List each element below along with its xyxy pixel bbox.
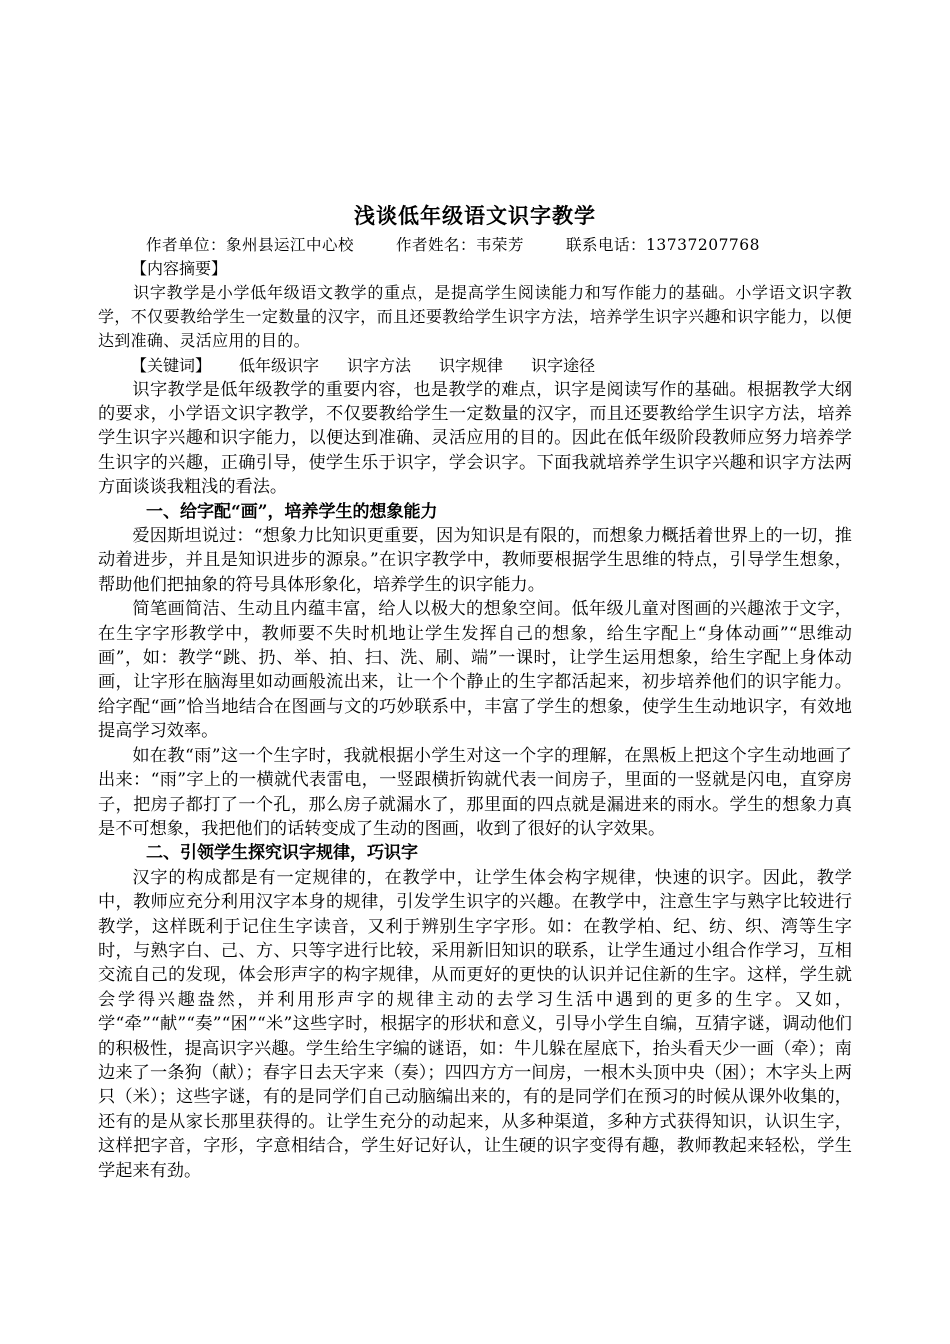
keyword: 识字规律 xyxy=(439,355,504,375)
author-unit: 作者单位：象州县运江中心校 xyxy=(146,236,355,254)
abstract-text: 识字教学是小学低年级语文教学的重点，是提高学生阅读能力和写作能力的基础。小学语文识字教学，不仅要教给学生一定数量的汉字，而且还要教给学生识字方法，培养学生识字兴趣和识字能力，以便达到准确、灵活应用的目的。 xyxy=(98,283,852,351)
body-paragraph: 简笔画简洁、生动且内蕴丰富，给人以极大的想象空间。低年级儿童对图画的兴趣浓于文字，在生字字形教学中，教师要不失时机地让学生发挥自己的想象，给生字配上“身体动画”“思维动画”，如：教学“跳、扔、举、拍、扫、洗、刷、端”一课时，让学生运用想象，给生字配上身体动画，让字形在脑海里如动画般流出来，让一个个静止的生字都活起来，初步培养他们的识字能力。给字配“画”恰当地结合在图画与文的巧妙联系中，丰富了学生的想象，使学生生动地识字，有效地提高学习效率。 xyxy=(98,599,852,742)
keyword: 低年级识字 xyxy=(239,355,320,375)
body-paragraph: 如在教“雨”这一个生字时，我就根据小学生对这一个字的理解，在黑板上把这个字生动地画了出来：“雨”字上的一横就代表雷电，一竖跟横折钩就代表一间房子，里面的一竖就是闪电，直穿房子，把房子都打了一个孔，那么房子就漏水了，那里面的四点就是漏进来的雨水。学生的想象力真是不可想象，我把他们的话转变成了生动的图画，收到了很好的认字效果。 xyxy=(98,745,852,839)
intro-paragraph: 识字教学是低年级教学的重要内容，也是教学的难点，识字是阅读写作的基础。根据教学大纲的要求，小学语文识字教学，不仅要教给学生一定数量的汉字，而且还要教给学生识字方法，培养学生识字兴趣和识字能力，以便达到准确、灵活应用的目的。因此在低年级阶段教师应努力培养学生识字的兴趣，正确引导，使学生乐于识字，学会识字。下面我就培养学生识字兴趣和识字方法两方面谈谈我粗浅的看法。 xyxy=(98,379,852,498)
keyword: 识字途径 xyxy=(531,355,596,375)
body-paragraph: 爱因斯坦说过：“想象力比知识更重要，因为知识是有限的，而想象力概括着世界上的一切，推动着进步，并且是知识进步的源泉。”在识字教学中，教师要根据学生思维的特点，引导学生想象，帮助他们把抽象的符号具体形象化，培养学生的识字能力。 xyxy=(98,526,852,595)
author-phone: 联系电话：13737207768 xyxy=(566,236,761,254)
keywords-line xyxy=(98,354,852,378)
author-info xyxy=(98,233,852,257)
body-paragraph: 汉字的构成都是有一定规律的，在教学中，让学生体会构字规律，快速的识字。因此，教学中，教师应充分利用汉字本身的规律，引发学生识字的兴趣。在教学中，注意生字与熟字比较进行教学，这样既利于记住生字读音，又利于辨别生字字形。如：在教学柏、纪、纺、织、湾等生字时，与熟字白、己、方、只等字进行比较，采用新旧知识的联系，让学生通过小组合作学习，互相交流自己的发现，体会形声字的构字规律，从而更好的更快的认识并记住新的生字。这样，学生就会学得兴趣盎然，并利用形声字的规律主动的去学习生活中遇到的更多的生字。又如，学“牵”“献”“奏”“困”“米”这些字时，根据字的形状和意义，引导小学生自编，互猜字谜，调动他们的积极性，提高识字兴趣。学生给生字编的谜语，如：牛儿躲在屋底下，抬头看天少一画（牵）；南边来了一条狗（献）；春字日去天字来（奏）；四四方方一间房，一根木头顶中央（困）；木字头上两只（米）；这些字谜，有的是同学们自己动脑编出来的，有的是同学们在预习的时候从课外收集的，还有的是从家长那里获得的。让学生充分的动起来，从多种渠道，多种方式获得知识，认识生字，这样把字音，字形，字意相结合，学生好记好认，让生硬的识字变得有趣，教师教起来轻松，学生学起来有劲。 xyxy=(98,867,852,1181)
document-title: 浅谈低年级语文识字教学 xyxy=(354,204,596,228)
section-heading: 二、引领学生探究识字规律，巧识字 xyxy=(146,843,418,864)
keywords-label: 【关键词】 xyxy=(131,355,212,375)
keyword: 识字方法 xyxy=(347,355,412,375)
abstract-label: 【内容摘要】 xyxy=(131,259,228,278)
author-name: 作者姓名：韦荣芳 xyxy=(396,236,525,254)
section-heading: 一、给字配“画”，培养学生的想象能力 xyxy=(146,501,438,522)
